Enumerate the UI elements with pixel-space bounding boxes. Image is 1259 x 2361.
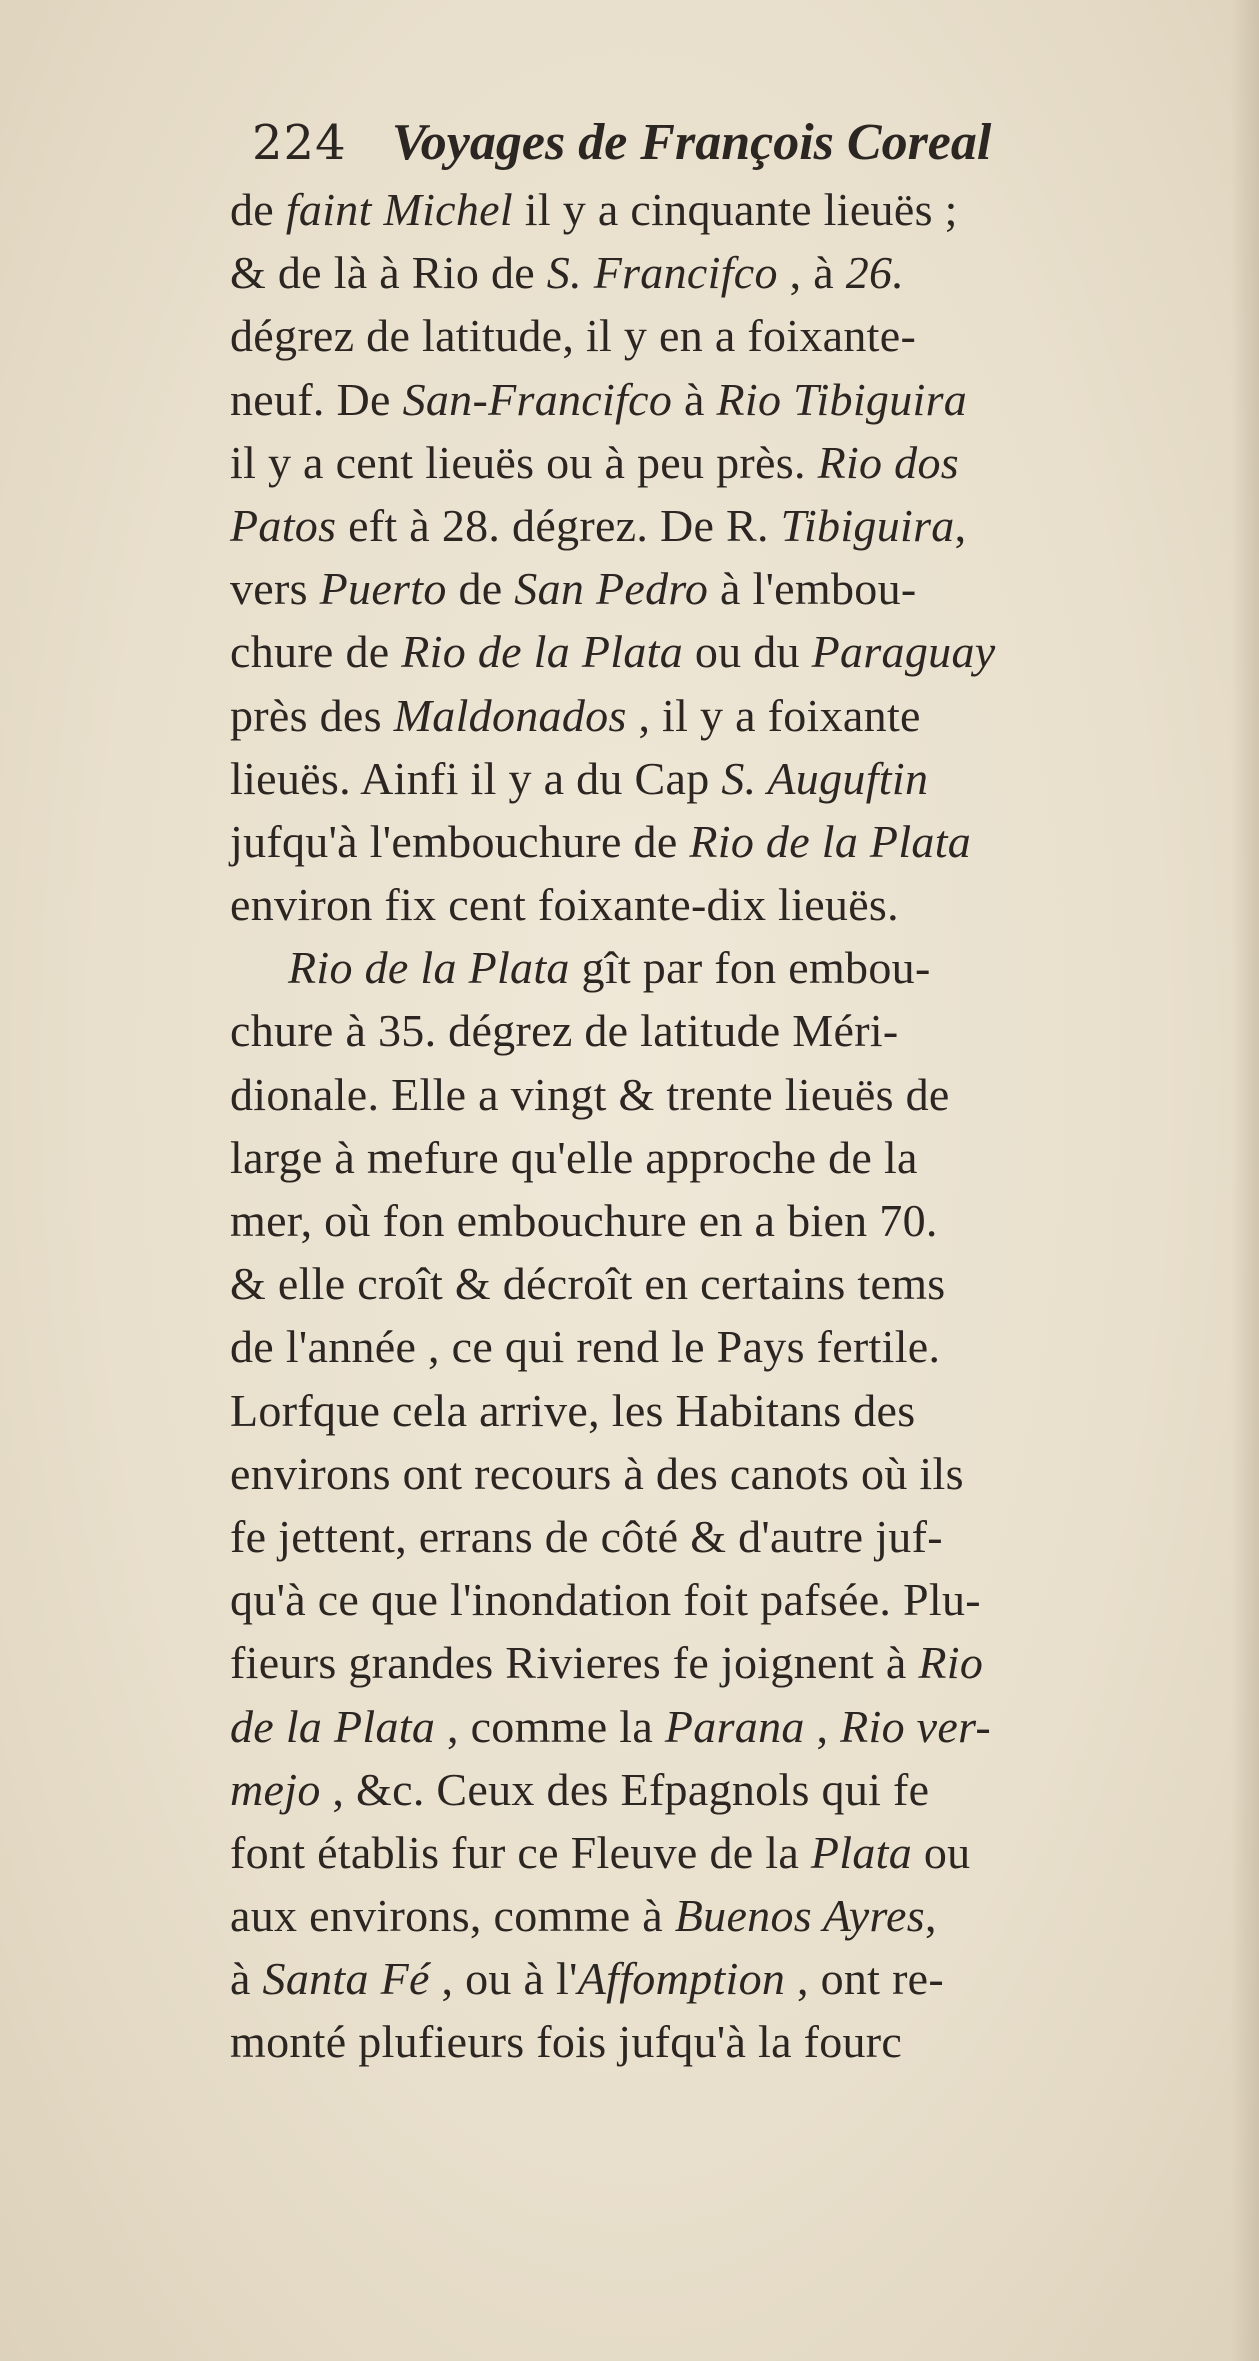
text-segment: neuf. De xyxy=(230,373,403,425)
text-segment: dégrez de latitude, il y en a foixante- xyxy=(230,310,917,362)
italic-text-segment: Santa Fé xyxy=(262,1953,430,2005)
text-segment: environ fix cent foixante-dix lieuës. xyxy=(230,879,899,931)
page-number: 224 xyxy=(252,115,347,171)
text-line xyxy=(230,1252,1240,1315)
italic-text-segment: Maldonados xyxy=(393,689,627,741)
page-header xyxy=(252,108,1112,178)
text-line xyxy=(230,684,1240,747)
italic-text-segment: Buenos Ayres xyxy=(674,1890,925,1942)
text-segment: mer, où fon embouchure en a bien 70. xyxy=(230,1195,938,1246)
italic-text-segment: Tibiguira xyxy=(780,499,955,551)
text-line xyxy=(230,1758,1240,1821)
text-segment: eft à 28. dégrez. De R. xyxy=(336,499,781,551)
italic-text-segment: Rio de la Plata xyxy=(689,815,972,867)
text-line xyxy=(230,1379,1240,1442)
italic-text-segment: Rio dos xyxy=(817,436,959,488)
italic-text-segment: San-Francifco xyxy=(402,373,673,425)
text-line xyxy=(230,1884,1240,1947)
text-segment: fieurs grandes Rivieres fe joignent à xyxy=(230,1637,919,1689)
text-segment: , il y a foixante xyxy=(626,689,921,741)
italic-text-segment: mejo xyxy=(230,1763,321,1815)
italic-text-segment: S. Francifco xyxy=(546,247,778,299)
text-line xyxy=(230,1821,1240,1884)
text-line xyxy=(230,1189,1240,1252)
text-line xyxy=(230,1631,1240,1694)
text-line xyxy=(230,810,1240,873)
italic-text-segment: Rio de la Plata xyxy=(401,626,684,678)
text-segment: ou xyxy=(912,1826,971,1878)
text-segment: & elle croît & décroît en certains tems xyxy=(230,1258,946,1310)
text-segment: à xyxy=(672,373,717,425)
italic-text-segment: Parana xyxy=(664,1700,805,1752)
text-segment: il y a cinquante lieuës ; xyxy=(512,184,958,235)
text-segment: de l'année , ce qui rend le Pays fertile. xyxy=(230,1321,941,1373)
italic-text-segment: Plata xyxy=(810,1826,913,1878)
text-segment: lieuës. Ainfi il y a du Cap xyxy=(230,752,722,804)
text-segment: vers xyxy=(230,563,320,615)
text-segment: de xyxy=(446,563,515,615)
text-line xyxy=(230,1063,1240,1126)
text-line xyxy=(230,620,1240,683)
text-segment: , ou à l' xyxy=(429,1953,578,2005)
text-line xyxy=(230,1126,1240,1189)
text-line xyxy=(230,304,1240,367)
italic-text-segment: 26. xyxy=(845,247,905,299)
italic-text-segment: Rio de la Plata xyxy=(288,942,570,994)
text-segment: font établis fur ce Fleuve de la xyxy=(230,1826,811,1878)
text-line xyxy=(230,1505,1240,1568)
text-line xyxy=(230,431,1240,494)
text-line xyxy=(230,747,1240,810)
italic-text-segment: Rio Tibiguira xyxy=(716,373,968,425)
text-line xyxy=(230,936,1240,999)
text-line xyxy=(230,178,1240,241)
text-segment: , ont re- xyxy=(785,1953,945,2005)
text-segment: large à mefure qu'elle approche de la xyxy=(230,1131,918,1183)
text-segment: près des xyxy=(230,689,394,741)
italic-text-segment: San Pedro xyxy=(514,563,709,615)
text-segment: dionale. Elle a vingt & trente lieuës de xyxy=(230,1068,950,1120)
text-line xyxy=(230,494,1240,557)
text-segment: jufqu'à l'embouchure de xyxy=(230,815,690,867)
text-segment: , comme la xyxy=(435,1700,665,1752)
italic-text-segment: Puerto xyxy=(319,563,447,615)
italic-text-segment: Rio xyxy=(918,1637,984,1689)
text-line xyxy=(230,1947,1240,2010)
italic-text-segment: Rio ver- xyxy=(840,1700,992,1752)
text-segment: qu'à ce que l'inondation foit pafsée. Plu- xyxy=(230,1574,981,1626)
body-text xyxy=(230,178,1240,2074)
italic-text-segment: faint Michel xyxy=(285,184,513,235)
italic-text-segment: Patos xyxy=(230,499,337,551)
text-segment: , xyxy=(954,499,967,551)
italic-text-segment: Affomption xyxy=(577,1953,786,2005)
text-segment: fe jettent, errans de côté & d'autre juf- xyxy=(230,1510,943,1562)
italic-text-segment: Paraguay xyxy=(811,626,996,678)
text-segment: à l'embou- xyxy=(708,563,917,615)
italic-text-segment: S. Auguftin xyxy=(721,752,929,804)
text-segment: aux environs, comme à xyxy=(230,1890,675,1942)
text-line xyxy=(230,2010,1240,2073)
text-segment: il y a cent lieuës ou à peu près. xyxy=(230,436,818,488)
text-segment: chure de xyxy=(230,626,402,678)
text-line xyxy=(230,999,1240,1062)
text-line xyxy=(230,1695,1240,1758)
text-segment: Lorfque cela arrive, les Habitans des xyxy=(230,1384,916,1436)
text-line xyxy=(230,557,1240,620)
text-segment: & de là à Rio de xyxy=(230,247,547,299)
text-segment: gît par fon embou- xyxy=(569,942,931,994)
text-segment: monté plufieurs fois jufqu'à la fourc xyxy=(230,2016,903,2068)
text-segment: de xyxy=(230,184,286,235)
italic-text-segment: de la Plata xyxy=(230,1700,436,1752)
text-line xyxy=(230,873,1240,936)
text-segment: , &c. Ceux des Efpagnols qui fe xyxy=(320,1763,930,1815)
text-segment: environs ont recours à des canots où ils xyxy=(230,1447,964,1499)
text-line xyxy=(230,1442,1240,1505)
text-segment: chure à 35. dégrez de latitude Méri- xyxy=(230,1005,899,1057)
text-segment: à xyxy=(230,1953,263,2005)
text-line xyxy=(230,241,1240,304)
text-line xyxy=(230,1315,1240,1378)
text-line xyxy=(230,1568,1240,1631)
text-segment: , à xyxy=(777,247,846,299)
text-segment: ou du xyxy=(683,626,812,678)
text-line xyxy=(230,368,1240,431)
running-title: Voyages de François Coreal xyxy=(391,114,992,171)
text-segment: , xyxy=(804,1700,841,1752)
text-segment: , xyxy=(924,1890,937,1942)
